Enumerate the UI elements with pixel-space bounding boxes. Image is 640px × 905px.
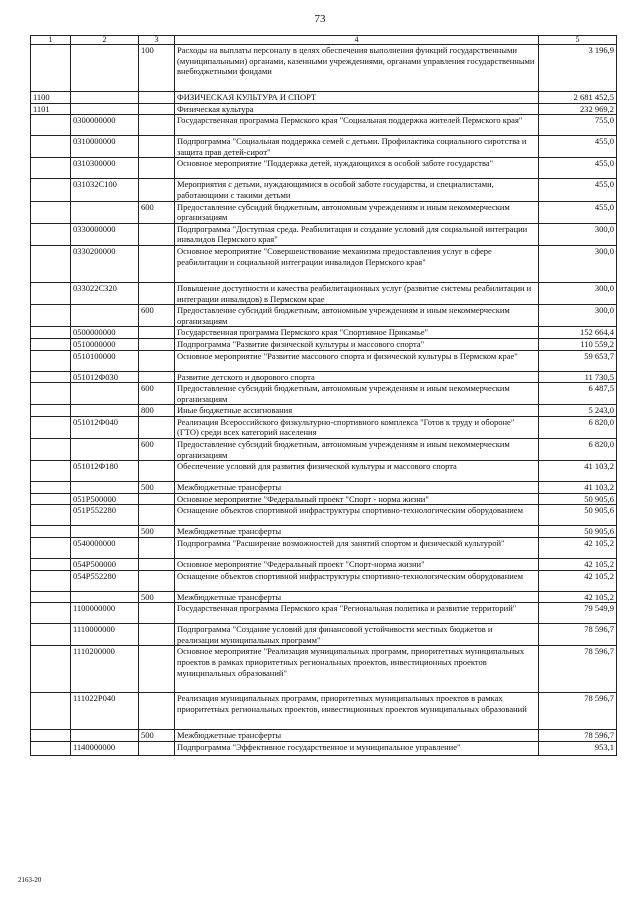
expense-type-cell <box>139 624 175 646</box>
table-row <box>31 646 617 693</box>
amount-cell: 41 103,2 <box>539 482 617 494</box>
amount-cell: 455,0 <box>539 179 617 201</box>
table-row <box>31 223 617 245</box>
target-code-cell <box>71 103 139 115</box>
target-code-cell <box>71 92 139 104</box>
target-code-cell: 051012Ф030 <box>71 371 139 383</box>
section-cell <box>31 730 71 742</box>
section-cell <box>31 45 71 92</box>
item-name-cell: Государственная программа Пермского края "Региональная политика и развитие территорий" <box>175 603 539 624</box>
target-code-cell: 1140000000 <box>71 742 139 756</box>
table-row <box>31 179 617 201</box>
amount-cell: 42 105,2 <box>539 559 617 571</box>
section-cell <box>31 742 71 756</box>
section-cell <box>31 115 71 136</box>
table-row <box>31 201 617 223</box>
section-cell <box>31 327 71 339</box>
target-code-cell <box>71 201 139 223</box>
section-cell <box>31 383 71 405</box>
target-code-cell: 0330200000 <box>71 245 139 282</box>
target-code-cell: 1110000000 <box>71 624 139 646</box>
table-row <box>31 338 617 350</box>
item-name-cell: Реализация Всероссийского физкультурно-спортивного комплекса "Готов к труду и обороне" (ГТО) среди всех категорий населения <box>175 416 539 438</box>
amount-cell: 755,0 <box>539 115 617 136</box>
section-cell <box>31 136 71 158</box>
section-cell <box>31 305 71 327</box>
column-header: 5 <box>539 36 617 45</box>
item-name-cell: Основное мероприятие "Реализация муниципальных программ, приоритетных муниципальных проектов в рамках приоритетных региональных проектов, инвестиционных проектов муниципальных образований" <box>175 646 539 693</box>
expense-type-cell: 500 <box>139 591 175 603</box>
item-name-cell: Предоставление субсидий бюджетным, автономным учреждениям и иным некоммерческим организациям <box>175 305 539 327</box>
table-row <box>31 92 617 104</box>
item-name-cell: Государственная программа Пермского края "Спортивное Прикамье" <box>175 327 539 339</box>
item-name-cell: Межбюджетные трансферты <box>175 482 539 494</box>
expense-type-cell <box>139 505 175 526</box>
budget-table <box>30 35 617 756</box>
expense-type-cell <box>139 461 175 482</box>
expense-type-cell <box>139 603 175 624</box>
item-name-cell: Обеспечение условий для развития физической культуры и массового спорта <box>175 461 539 482</box>
item-name-cell: Основное мероприятие "Развитие массового спорта и физической культуры в Пермском крае" <box>175 350 539 371</box>
item-name-cell: Предоставление субсидий бюджетным, автономным учреждениям и иным некоммерческим организациям <box>175 201 539 223</box>
table-row <box>31 591 617 603</box>
item-name-cell: Предоставление субсидий бюджетным, автономным учреждениям и иным некоммерческим организациям <box>175 439 539 461</box>
item-name-cell: Основное мероприятие "Поддержка детей, нуждающихся в особой заботе государства" <box>175 158 539 179</box>
amount-cell: 152 664,4 <box>539 327 617 339</box>
item-name-cell: ФИЗИЧЕСКАЯ КУЛЬТУРА И СПОРТ <box>175 92 539 104</box>
table-row <box>31 103 617 115</box>
item-name-cell: Оснащение объектов спортивной инфраструктуры спортивно-технологическим оборудованием <box>175 570 539 591</box>
section-cell: 1101 <box>31 103 71 115</box>
expense-type-cell <box>139 559 175 571</box>
amount-cell: 110 559,2 <box>539 338 617 350</box>
section-cell <box>31 245 71 282</box>
section-cell <box>31 158 71 179</box>
table-row <box>31 383 617 405</box>
item-name-cell: Подпрограмма "Социальная поддержка семей с детьми. Профилактика социального сиротства и защита прав детей-сирот" <box>175 136 539 158</box>
section-cell <box>31 405 71 417</box>
item-name-cell: Подпрограмма "Создание условий для финансовой устойчивости местных бюджетов и реализации муниципальных программ" <box>175 624 539 646</box>
table-row <box>31 350 617 371</box>
table-row <box>31 115 617 136</box>
target-code-cell <box>71 730 139 742</box>
item-name-cell: Повышение доступности и качества реабилитационных услуг (развитие системы реабилитации и интеграции инвалидов) в Пермском крае <box>175 282 539 304</box>
target-code-cell: 0310300000 <box>71 158 139 179</box>
item-name-cell: Основное мероприятие "Федеральный проект "Спорт-норма жизни" <box>175 559 539 571</box>
section-cell <box>31 603 71 624</box>
target-code-cell: 0330000000 <box>71 223 139 245</box>
table-row <box>31 245 617 282</box>
target-code-cell: 054Р552280 <box>71 570 139 591</box>
section-cell <box>31 461 71 482</box>
expense-type-cell <box>139 646 175 693</box>
table-row <box>31 624 617 646</box>
target-code-cell <box>71 45 139 92</box>
table-row <box>31 742 617 756</box>
amount-cell: 300,0 <box>539 223 617 245</box>
table-row <box>31 730 617 742</box>
target-code-cell: 0300000000 <box>71 115 139 136</box>
target-code-cell: 1100000000 <box>71 603 139 624</box>
target-code-cell <box>71 405 139 417</box>
table-row <box>31 570 617 591</box>
column-header: 4 <box>175 36 539 45</box>
expense-type-cell <box>139 742 175 756</box>
table-row <box>31 158 617 179</box>
document-code: 2163-20 <box>18 876 42 884</box>
table-row <box>31 538 617 559</box>
target-code-cell: 0310000000 <box>71 136 139 158</box>
table-row <box>31 505 617 526</box>
amount-cell: 300,0 <box>539 282 617 304</box>
item-name-cell: Основное мероприятие "Совершенствование механизма предоставления услуг в сфере реабилитации и социальной интеграции инвалидов Пермского края" <box>175 245 539 282</box>
amount-cell: 78 596,7 <box>539 693 617 730</box>
table-row <box>31 305 617 327</box>
amount-cell: 50 905,6 <box>539 526 617 538</box>
expense-type-cell: 600 <box>139 201 175 223</box>
target-code-cell: 051Р552280 <box>71 505 139 526</box>
section-cell <box>31 526 71 538</box>
item-name-cell: Подпрограмма "Развитие физической культуры и массового спорта" <box>175 338 539 350</box>
amount-cell: 2 681 452,5 <box>539 92 617 104</box>
amount-cell: 50 905,6 <box>539 505 617 526</box>
expense-type-cell: 500 <box>139 526 175 538</box>
amount-cell: 78 596,7 <box>539 646 617 693</box>
table-row <box>31 416 617 438</box>
item-name-cell: Межбюджетные трансферты <box>175 526 539 538</box>
amount-cell: 455,0 <box>539 136 617 158</box>
expense-type-cell <box>139 282 175 304</box>
column-header: 2 <box>71 36 139 45</box>
column-header-row <box>31 36 617 45</box>
target-code-cell: 0540000000 <box>71 538 139 559</box>
amount-cell: 6 820,0 <box>539 439 617 461</box>
amount-cell: 42 105,2 <box>539 538 617 559</box>
item-name-cell: Подпрограмма "Доступная среда. Реабилитация и создание условий для социальной интеграции инвалидов Пермского края" <box>175 223 539 245</box>
item-name-cell: Основное мероприятие "Федеральный проект "Спорт - норма жизни" <box>175 493 539 505</box>
item-name-cell: Межбюджетные трансферты <box>175 591 539 603</box>
amount-cell: 6 487,5 <box>539 383 617 405</box>
expense-type-cell: 600 <box>139 439 175 461</box>
amount-cell: 59 653,7 <box>539 350 617 371</box>
expense-type-cell: 100 <box>139 45 175 92</box>
target-code-cell <box>71 305 139 327</box>
expense-type-cell <box>139 223 175 245</box>
item-name-cell: Предоставление субсидий бюджетным, автономным учреждениям и иным некоммерческим организациям <box>175 383 539 405</box>
section-cell <box>31 371 71 383</box>
table-row <box>31 282 617 304</box>
table-row <box>31 405 617 417</box>
table-row <box>31 559 617 571</box>
section-cell <box>31 179 71 201</box>
expense-type-cell <box>139 92 175 104</box>
table-row <box>31 327 617 339</box>
table-row <box>31 482 617 494</box>
column-header: 3 <box>139 36 175 45</box>
section-cell <box>31 693 71 730</box>
section-cell <box>31 223 71 245</box>
amount-cell: 455,0 <box>539 201 617 223</box>
amount-cell: 953,1 <box>539 742 617 756</box>
target-code-cell: 0500000000 <box>71 327 139 339</box>
section-cell <box>31 538 71 559</box>
expense-type-cell <box>139 179 175 201</box>
amount-cell: 300,0 <box>539 305 617 327</box>
expense-type-cell <box>139 158 175 179</box>
amount-cell: 79 549,9 <box>539 603 617 624</box>
section-cell <box>31 624 71 646</box>
expense-type-cell <box>139 350 175 371</box>
table-row <box>31 461 617 482</box>
item-name-cell: Физическая культура <box>175 103 539 115</box>
expense-type-cell <box>139 371 175 383</box>
expense-type-cell <box>139 538 175 559</box>
expense-type-cell <box>139 493 175 505</box>
amount-cell: 50 905,6 <box>539 493 617 505</box>
amount-cell: 42 105,2 <box>539 591 617 603</box>
amount-cell: 11 730,5 <box>539 371 617 383</box>
expense-type-cell <box>139 115 175 136</box>
column-header: 1 <box>31 36 71 45</box>
item-name-cell: Оснащение объектов спортивной инфраструктуры спортивно-технологическим оборудованием <box>175 505 539 526</box>
section-cell <box>31 559 71 571</box>
table-row <box>31 439 617 461</box>
target-code-cell: 031032С100 <box>71 179 139 201</box>
expense-type-cell: 800 <box>139 405 175 417</box>
table-row <box>31 693 617 730</box>
section-cell <box>31 482 71 494</box>
table-row <box>31 493 617 505</box>
section-cell <box>31 570 71 591</box>
expense-type-cell: 500 <box>139 730 175 742</box>
target-code-cell: 051012Ф040 <box>71 416 139 438</box>
amount-cell: 78 596,7 <box>539 730 617 742</box>
expense-type-cell <box>139 103 175 115</box>
target-code-cell: 0510100000 <box>71 350 139 371</box>
table-row <box>31 136 617 158</box>
section-cell <box>31 439 71 461</box>
item-name-cell: Развитие детского и дворового спорта <box>175 371 539 383</box>
target-code-cell <box>71 383 139 405</box>
expense-type-cell <box>139 416 175 438</box>
amount-cell: 42 105,2 <box>539 570 617 591</box>
item-name-cell: Подпрограмма "Эффективное государственное и муниципальное управление" <box>175 742 539 756</box>
target-code-cell: 051Р500000 <box>71 493 139 505</box>
amount-cell: 300,0 <box>539 245 617 282</box>
item-name-cell: Государственная программа Пермского края "Социальная поддержка жителей Пермского края" <box>175 115 539 136</box>
expense-type-cell <box>139 245 175 282</box>
expense-type-cell: 600 <box>139 383 175 405</box>
target-code-cell: 111022Р040 <box>71 693 139 730</box>
item-name-cell: Иные бюджетные ассигнования <box>175 405 539 417</box>
page-number: 73 <box>314 13 326 25</box>
section-cell: 1100 <box>31 92 71 104</box>
amount-cell: 6 820,0 <box>539 416 617 438</box>
target-code-cell <box>71 591 139 603</box>
amount-cell: 3 196,9 <box>539 45 617 92</box>
section-cell <box>31 350 71 371</box>
expense-type-cell <box>139 693 175 730</box>
section-cell <box>31 591 71 603</box>
amount-cell: 41 103,2 <box>539 461 617 482</box>
section-cell <box>31 505 71 526</box>
target-code-cell: 033022С320 <box>71 282 139 304</box>
target-code-cell <box>71 526 139 538</box>
target-code-cell: 0510000000 <box>71 338 139 350</box>
target-code-cell: 051012Ф180 <box>71 461 139 482</box>
item-name-cell: Межбюджетные трансферты <box>175 730 539 742</box>
expense-type-cell <box>139 136 175 158</box>
target-code-cell <box>71 482 139 494</box>
section-cell <box>31 282 71 304</box>
expense-type-cell <box>139 570 175 591</box>
amount-cell: 232 969,2 <box>539 103 617 115</box>
item-name-cell: Реализация муниципальных программ, приоритетных муниципальных проектов в рамках приоритетных региональных проектов, инвестиционных проектов муниципальных образований <box>175 693 539 730</box>
expense-type-cell: 600 <box>139 305 175 327</box>
target-code-cell: 1110200000 <box>71 646 139 693</box>
table-row <box>31 45 617 92</box>
item-name-cell: Расходы на выплаты персоналу в целях обеспечения выполнения функций государственными (муниципальными) органами, казенными учреждениями, органами управления государственными внебюджетными фондами <box>175 45 539 92</box>
section-cell <box>31 646 71 693</box>
section-cell <box>31 493 71 505</box>
expense-type-cell: 500 <box>139 482 175 494</box>
section-cell <box>31 416 71 438</box>
table-row <box>31 526 617 538</box>
table-row <box>31 603 617 624</box>
amount-cell: 78 596,7 <box>539 624 617 646</box>
item-name-cell: Мероприятия с детьми, нуждающимися в особой заботе государства, и специалистами, работающими с такими детьми <box>175 179 539 201</box>
budget-table-body <box>31 36 617 756</box>
expense-type-cell <box>139 327 175 339</box>
item-name-cell: Подпрограмма "Расширение возможностей для занятий спортом и физической культурой" <box>175 538 539 559</box>
table-row <box>31 371 617 383</box>
target-code-cell: 054Р500000 <box>71 559 139 571</box>
section-cell <box>31 338 71 350</box>
section-cell <box>31 201 71 223</box>
amount-cell: 5 243,0 <box>539 405 617 417</box>
target-code-cell <box>71 439 139 461</box>
amount-cell: 455,0 <box>539 158 617 179</box>
expense-type-cell <box>139 338 175 350</box>
